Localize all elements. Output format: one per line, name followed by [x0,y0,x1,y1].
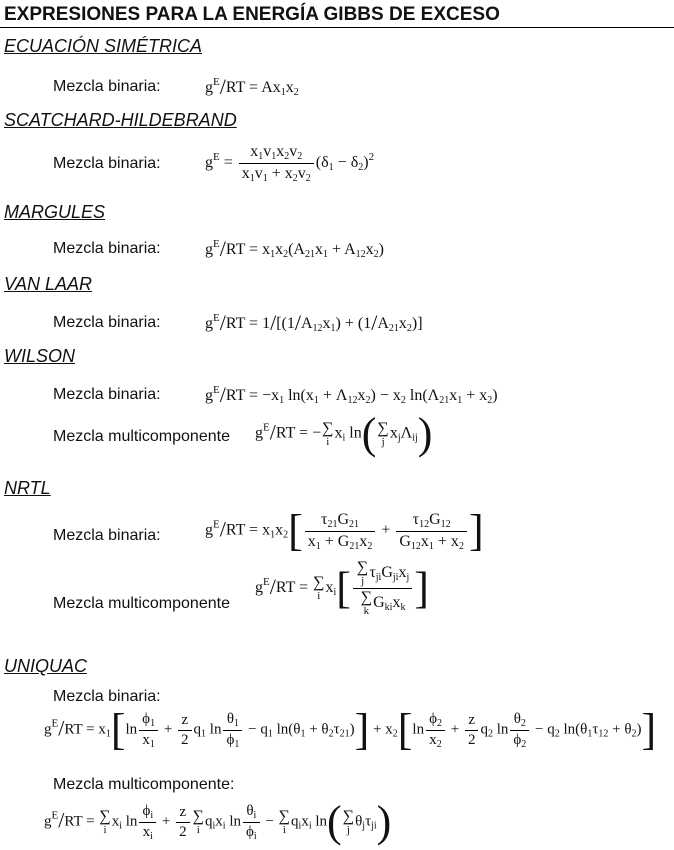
page-title: EXPRESIONES PARA LA ENERGÍA GIBBS DE EXCESO [4,4,500,25]
equation-nrtl-binary: $g^E/RT = x_1x_2$[ $\frac{\tau_{21}G_{21}}{x_1 + G_{21}x_2}$ + $\frac{\tau_{12}G_{12}}{G_{12}x_1 + x_2}$ ] [205,506,484,555]
section-margules: MARGULES [4,202,106,222]
equation-scatchard: $g^E$ = $\frac{x_1v_1x_2v_2}{x_1v_1 + x_2v_2}$ $(\delta_1 - \delta_2)^2$ [205,143,375,184]
binary-label: Mezcla binaria: [53,78,161,95]
equation-uniquac-binary: $g^E/RT = x_1[\ln$ $\frac{\phi_1}{x_1}$ + $\frac{z}{2}$ $q_1$ ln $\frac{\theta_1}{\phi_1}$ − $q_1$ $\ln(\theta_1 + \theta_2\tau_{21})] + x_2[\ln$ $\frac{\phi_2}{x_2}$ + $\frac{z}{2}$ $q_2$ ln $\frac{\theta_2}{\phi_2}$ − $q_2$ $\ln(\theta_1\tau_{12} + \theta_2)$] [44,705,657,754]
equation-margules: $g^E/RT = x_1x_2(A_{21}x_1 + A_{12}x_2)$ [205,236,384,261]
equation-uniquac-multi: $g^E/RT$ = ∑ i $x_i$ ln $\frac{\phi_i}{x_i}$ + $\frac{z}{2}$ ∑ i $q_ix_i$ ln $\frac{\theta_i}{\phi_i}$ − ∑ i $q_ix_i$ ln( ∑ j $\theta_j\tau_{ji}$) [44,797,392,846]
binary-label: Mezcla binaria: [53,386,161,403]
binary-label: Mezcla binaria: [53,527,161,544]
section-nrtl: NRTL [4,478,51,498]
multi-label: Mezcla multicomponente [53,595,230,612]
binary-label: Mezcla binaria: [53,155,161,172]
section-uniquac: UNIQUAC [4,656,88,676]
section-wilson: WILSON [4,346,76,366]
equation-symmetric: $g^E/RT = Ax_1x_2$ [205,74,299,99]
section-scatchard: SCATCHARD-HILDEBRAND [4,110,237,130]
equation-wilson-binary: $g^E/RT = -x_1$ $\ln(x_1 + \Lambda_{12}x_2) - x_2$ $\ln(\Lambda_{21}x_1 + x_2)$ [205,382,498,407]
equation-wilson-multi: $g^E/RT$ = − ∑ i $x_i$ ln( ∑ j $x_j\Lambda_{ij}$) [255,409,433,458]
binary-label: Mezcla binaria: [53,240,161,257]
section-van-laar: VAN LAAR [4,274,93,294]
multi-label: Mezcla multicomponente: [53,776,235,793]
binary-label: Mezcla binaria: [53,688,161,705]
section-symmetric: ECUACIÓN SIMÉTRICA [4,36,203,56]
equation-van-laar: $g^E/RT = 1/[(1/A_{12}x_1) + (1/A_{21}x_2)]$ [205,310,423,335]
multi-label: Mezcla multicomponente [53,428,230,445]
equation-nrtl-multi: $g^E/RT$ = ∑ i $x_i$[ ∑ j $\tau_{ji}G_{ji}x_j$ ∑ k $G_{ki}x_k$ ] [255,559,429,617]
binary-label: Mezcla binaria: [53,314,161,331]
title-divider [0,27,674,28]
